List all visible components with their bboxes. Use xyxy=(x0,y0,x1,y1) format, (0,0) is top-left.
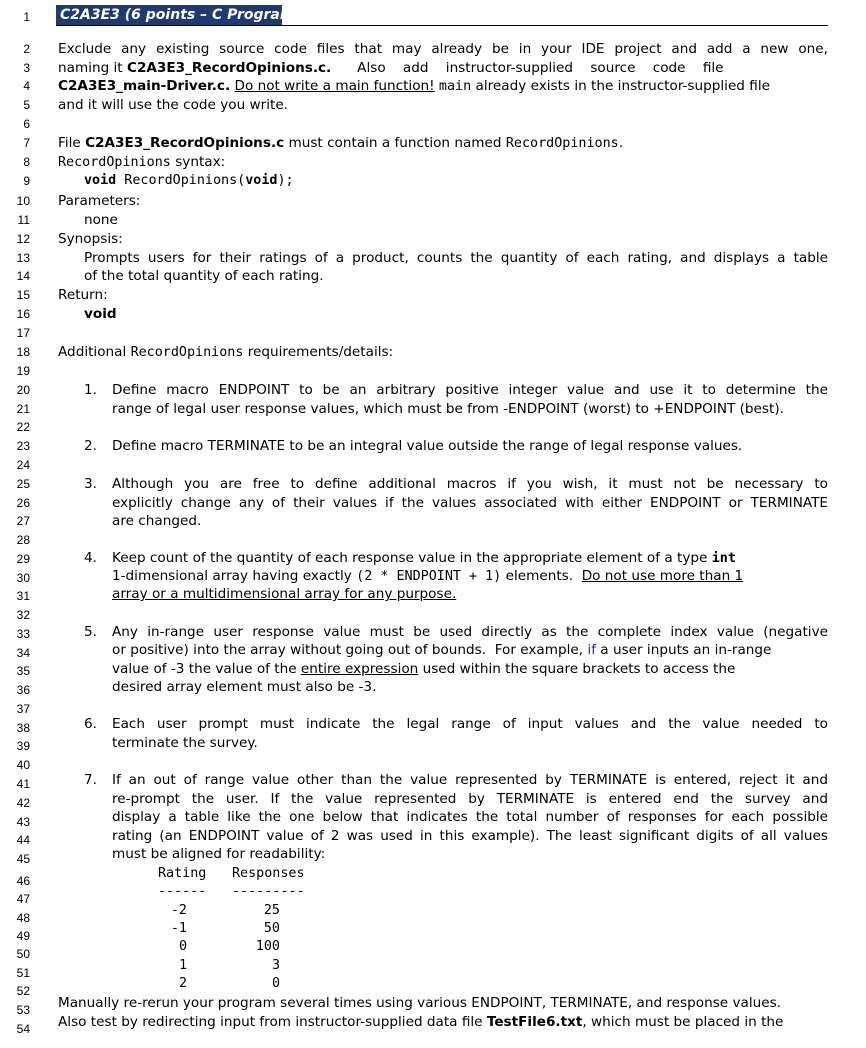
line-number: 49 xyxy=(16,929,30,943)
line-number: 30 xyxy=(16,571,30,585)
section-label: Synopsis: xyxy=(58,231,123,247)
line-number: 38 xyxy=(16,721,30,735)
file-name: C2A3E3_main-Driver.c. xyxy=(58,78,231,94)
item-text: desired array element must also be -3. xyxy=(112,679,377,695)
line-number: 8 xyxy=(23,155,30,169)
line-number: 34 xyxy=(16,646,30,660)
header-rule xyxy=(56,25,828,26)
table-header-rating: Rating xyxy=(158,866,207,881)
line-number: 43 xyxy=(16,815,30,829)
table-cell-responses: 0 xyxy=(271,976,280,991)
file-name: C2A3E3_RecordOpinions.c. xyxy=(126,60,332,76)
table-rule: --------- xyxy=(232,884,305,899)
line-number: 42 xyxy=(16,796,30,810)
file-name: C2A3E3_RecordOpinions.c xyxy=(85,135,285,151)
item-number: 3. xyxy=(84,476,97,492)
line-number: 1 xyxy=(23,10,30,24)
table-cell-rating: 0 xyxy=(178,939,187,954)
item-text: 1-dimensional array having exactly (2 * ENDPOINT + 1) elements. Do not use more than 1 xyxy=(112,568,744,584)
intro-line: C2A3E3_main-Driver.c. Do not write a main function! main already exists in the instructor-supplied file xyxy=(58,78,770,94)
line-number: 25 xyxy=(16,477,30,491)
item-text: Each user prompt must indicate the legal range of input values and the value needed to xyxy=(112,716,828,732)
line-number: 19 xyxy=(16,364,30,378)
item-text: must be aligned for readability: xyxy=(112,846,326,862)
line-number: 16 xyxy=(16,307,30,321)
table-cell-rating: -1 xyxy=(170,921,187,936)
line-number: 13 xyxy=(16,251,30,265)
line-number: 50 xyxy=(16,947,30,961)
intro-line: and it will use the code you write. xyxy=(58,97,289,113)
line-number: 6 xyxy=(23,117,30,131)
line-number: 32 xyxy=(16,608,30,622)
spec-line: of the total quantity of each rating. xyxy=(84,268,324,284)
line-number: 35 xyxy=(16,664,30,678)
line-number: 10 xyxy=(16,194,30,208)
spec-line: void xyxy=(84,306,117,322)
line-number: 40 xyxy=(16,758,30,772)
intro-line: Exclude any existing source code files that may already be in your IDE project and add a new one, xyxy=(58,41,828,57)
item-text: rating (an ENDPOINT value of 2 was used in this example). The least significant digits of all values xyxy=(112,828,828,844)
section-label: Return: xyxy=(58,287,108,303)
section-label: Parameters: xyxy=(58,193,141,209)
item-text: Define macro ENDPOINT to be an arbitrary positive integer value and use it to determine the xyxy=(112,382,828,398)
line-number: 36 xyxy=(16,683,30,697)
item-number: 5. xyxy=(84,624,97,640)
item-text: Any in-range user response value must be used directly as the complete index value (negative xyxy=(112,624,828,640)
table-header-responses: Responses xyxy=(232,866,305,881)
line-number: 29 xyxy=(16,552,30,566)
table-rule: ------ xyxy=(158,884,207,899)
item-number: 7. xyxy=(84,772,97,788)
item-text: If an out of range value other than the value represented by TERMINATE is entered, reject it and xyxy=(112,772,828,788)
line-number: 12 xyxy=(16,232,30,246)
line-number: 33 xyxy=(16,627,30,641)
item-text: explicitly change any of their values if the values associated with either ENDPOINT or TERMINATE xyxy=(112,495,828,511)
line-number: 5 xyxy=(23,98,30,112)
table-cell-rating: 1 xyxy=(178,958,187,973)
line-number: 11 xyxy=(17,213,30,227)
line-number: 51 xyxy=(16,966,30,980)
line-number: 53 xyxy=(16,1003,30,1017)
spec-line: none xyxy=(84,212,118,228)
item-number: 6. xyxy=(84,716,97,732)
item-text: range of legal user response values, which must be from -ENDPOINT (worst) to +ENDPOINT (best). xyxy=(112,401,784,417)
item-text: Although you are free to define additional macros if you wish, it must not be necessary to xyxy=(112,476,828,492)
item-number: 1. xyxy=(84,382,97,398)
function-signature: void RecordOpinions(void); xyxy=(84,173,294,188)
line-number: 47 xyxy=(16,892,30,906)
footer-line: Also test by redirecting input from instructor-supplied data file TestFile6.txt, which must be placed in the xyxy=(58,1014,784,1030)
line-number: 9 xyxy=(23,174,30,188)
item-text: are changed. xyxy=(112,513,202,529)
line-number: 54 xyxy=(16,1022,30,1036)
line-number: 48 xyxy=(16,911,30,925)
item-text: display a table like the one below that indicates the total number of responses for each possible xyxy=(112,809,828,825)
footer-line: Manually re-rerun your program several times using various ENDPOINT, TERMINATE, and response values. xyxy=(58,995,781,1011)
line-number: 22 xyxy=(16,420,30,434)
line-number: 46 xyxy=(16,874,30,888)
item-number: 2. xyxy=(84,438,97,454)
line-number: 24 xyxy=(16,458,30,472)
intro-line: naming it C2A3E3_RecordOpinions.c. Also add instructor-supplied source code file xyxy=(58,60,724,76)
spec-line: RecordOpinions syntax: xyxy=(58,154,226,170)
line-number: 20 xyxy=(16,383,30,397)
table-cell-responses: 100 xyxy=(255,939,280,954)
line-number: 4 xyxy=(23,79,30,93)
line-number: 3 xyxy=(23,61,30,75)
item-text: or positive) into the array without going out of bounds. For example, if a user inputs an in-range xyxy=(112,642,772,658)
item-text: Keep count of the quantity of each response value in the appropriate element of a type int xyxy=(112,550,736,566)
line-number: 39 xyxy=(16,739,30,753)
item-text: array or a multidimensional array for any purpose. xyxy=(112,586,457,602)
line-number: 44 xyxy=(16,833,30,847)
line-number: 41 xyxy=(16,777,30,791)
file-name: TestFile6.txt xyxy=(486,1014,583,1030)
line-number: 21 xyxy=(16,402,30,416)
line-number: 31 xyxy=(16,589,30,603)
line-number: 14 xyxy=(16,269,30,283)
table-cell-rating: -2 xyxy=(170,903,187,918)
line-number: 52 xyxy=(16,984,30,998)
line-number: 7 xyxy=(23,136,30,150)
table-cell-rating: 2 xyxy=(178,976,187,991)
line-number: 26 xyxy=(16,496,30,510)
table-cell-responses: 25 xyxy=(263,903,280,918)
line-number: 2 xyxy=(23,42,30,56)
spec-line: File C2A3E3_RecordOpinions.c must contain a function named RecordOpinions. xyxy=(58,135,624,151)
line-number: 15 xyxy=(16,288,30,302)
assignment-header: C2A3E3 (6 points – C Program) xyxy=(60,7,301,23)
item-text: terminate the survey. xyxy=(112,735,258,751)
line-number: 28 xyxy=(16,533,30,547)
item-number: 4. xyxy=(84,550,97,566)
item-text: value of -3 the value of the entire expression used within the square brackets to access the xyxy=(112,661,736,677)
line-number: 17 xyxy=(16,326,30,340)
line-number: 27 xyxy=(16,514,30,528)
item-text: Define macro TERMINATE to be an integral value outside the range of legal response values. xyxy=(112,438,743,454)
spec-line: Additional RecordOpinions requirements/details: xyxy=(58,344,394,360)
line-number: 45 xyxy=(16,852,30,866)
line-number: 23 xyxy=(16,439,30,453)
table-cell-responses: 3 xyxy=(271,958,280,973)
line-number: 18 xyxy=(16,345,30,359)
spec-line: Prompts users for their ratings of a product, counts the quantity of each rating, and displays a table xyxy=(84,250,828,266)
table-cell-responses: 50 xyxy=(263,921,280,936)
item-text: re-prompt the user. If the value represented by TERMINATE is entered end the survey and xyxy=(112,791,828,807)
line-number: 37 xyxy=(16,702,30,716)
